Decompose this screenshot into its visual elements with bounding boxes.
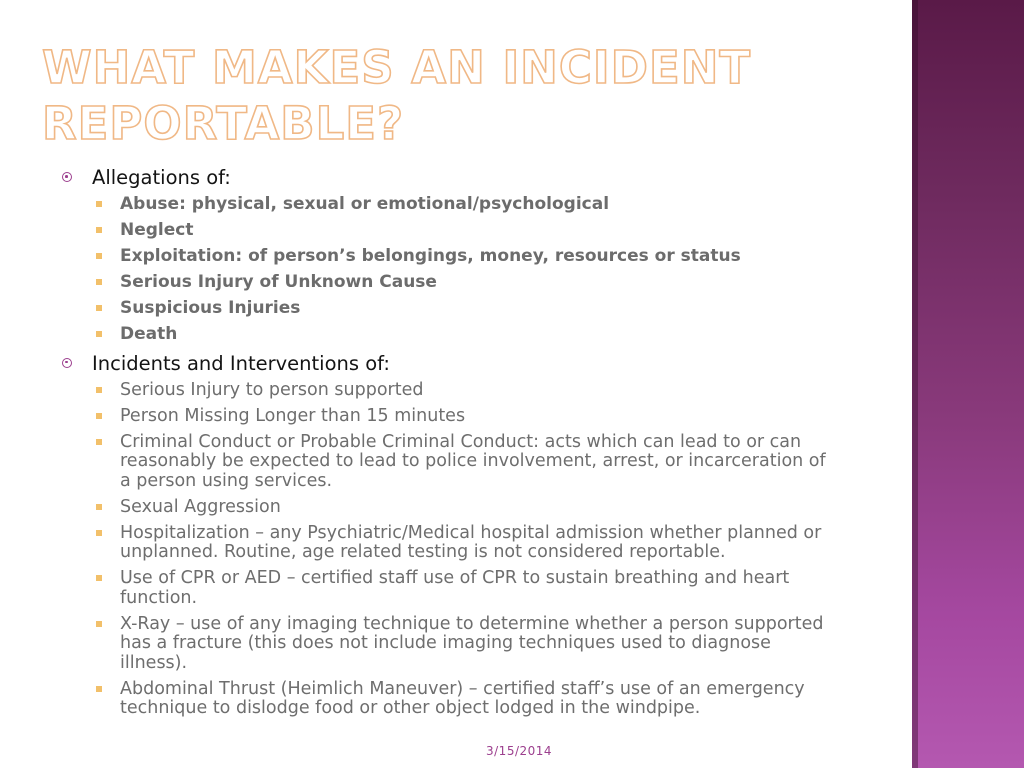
- square-bullet-icon: [96, 413, 102, 419]
- list-item: Abuse: physical, sexual or emotional/psychological: [60, 195, 840, 215]
- square-bullet-icon: [96, 253, 102, 259]
- square-bullet-icon: [96, 621, 102, 627]
- section-allegations: [60, 166, 840, 190]
- section-label: Incidents and Interventions of:: [92, 351, 390, 375]
- square-bullet-icon: [96, 305, 102, 311]
- list-item: Exploitation: of person’s belongings, money, resources or status: [60, 247, 840, 267]
- slide-content: [60, 162, 840, 725]
- list-item: Suspicious Injuries: [60, 299, 840, 319]
- list-item: Criminal Conduct or Probable Criminal Conduct: acts which can lead to or can reasonably be expected to lead to police involvement, arrest, or incarceration of a person using services.: [60, 433, 840, 492]
- list-item: Serious Injury of Unknown Cause: [60, 273, 840, 293]
- list-item: Use of CPR or AED – certified staff use of CPR to sustain breathing and heart function.: [60, 569, 840, 608]
- section-incidents: [60, 352, 840, 376]
- square-bullet-icon: [96, 331, 102, 337]
- list-item: Hospitalization – any Psychiatric/Medical hospital admission whether planned or unplanned. Routine, age related testing is not considered reportable.: [60, 524, 840, 563]
- square-bullet-icon: [96, 686, 102, 692]
- incidents-list: [60, 381, 840, 719]
- section-label: Allegations of:: [92, 166, 231, 189]
- list-item: Neglect: [60, 221, 840, 241]
- square-bullet-icon: [96, 201, 102, 207]
- square-bullet-icon: [96, 227, 102, 233]
- allegations-list: [60, 195, 840, 345]
- list-item: Serious Injury to person supported: [60, 381, 840, 401]
- slide-title: WHAT MAKES AN INCIDENT REPORTABLE?: [42, 41, 752, 150]
- list-item: X-Ray – use of any imaging technique to determine whether a person supported has a fracture (this does not include imaging techniques used to diagnose illness).: [60, 615, 840, 674]
- square-bullet-icon: [96, 279, 102, 285]
- decorative-side-panel: [912, 0, 1024, 768]
- list-item: Death: [60, 325, 840, 345]
- circle-bullet-icon: [62, 172, 72, 182]
- square-bullet-icon: [96, 530, 102, 536]
- circle-bullet-icon: [62, 358, 72, 368]
- square-bullet-icon: [96, 504, 102, 510]
- square-bullet-icon: [96, 387, 102, 393]
- square-bullet-icon: [96, 575, 102, 581]
- list-item: Sexual Aggression: [60, 498, 840, 518]
- list-item: Abdominal Thrust (Heimlich Maneuver) – certified staff’s use of an emergency technique to dislodge food or other object lodged in the windpipe.: [60, 680, 840, 719]
- footer-date: 3/15/2014: [486, 744, 553, 758]
- list-item: Person Missing Longer than 15 minutes: [60, 407, 840, 427]
- square-bullet-icon: [96, 439, 102, 445]
